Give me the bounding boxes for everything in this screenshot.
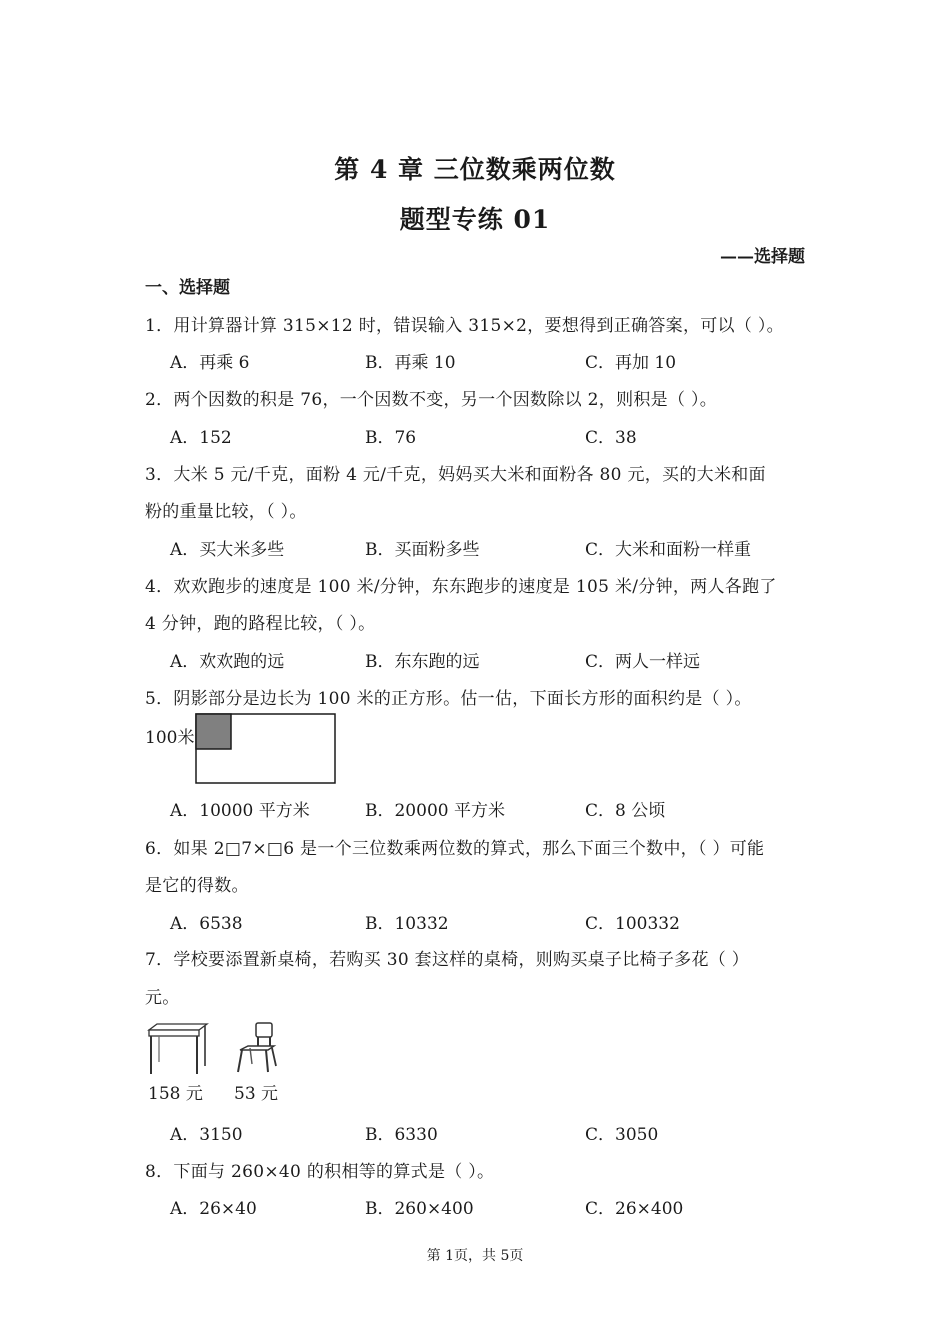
- chapter-title: 第 4 章 三位数乘两位数: [334, 155, 616, 184]
- question-5: 5．阴影部分是边长为 100 米的正方形。估一估，下面长方形的面积约是（ ）。: [145, 689, 752, 709]
- q2-option-b: B．76: [365, 428, 417, 448]
- q7-option-a: A．3150: [170, 1125, 243, 1145]
- practice-title: 题型专练 01: [399, 205, 551, 234]
- shaded-square: [196, 714, 231, 749]
- chair-icon: [232, 1020, 282, 1076]
- question-8: 8．下面与 260×40 的积相等的算式是（ ）。: [145, 1162, 495, 1182]
- q7-option-c: C．3050: [585, 1125, 659, 1145]
- question-1: 1．用计算器计算 315×12 时，错误输入 315×2，要想得到正确答案，可以（ ）。: [145, 316, 784, 336]
- q2-option-a: A．152: [170, 428, 232, 448]
- q1-option-b: B．再乘 10: [365, 353, 456, 373]
- section-heading: 一、选择题: [145, 278, 230, 298]
- rectangle-figure: [195, 713, 337, 785]
- q3-option-b: B．买面粉多些: [365, 540, 480, 560]
- chair-price: 53 元: [234, 1084, 279, 1104]
- question-7-line-1: 7．学校要添置新桌椅，若购买 30 套这样的桌椅，则购买桌子比椅子多花（ ）: [145, 950, 750, 970]
- q6-option-c: C．100332: [585, 914, 680, 934]
- q4-option-a: A．欢欢跑的远: [170, 652, 285, 672]
- q8-option-a: A．26×40: [170, 1199, 257, 1219]
- q2-option-c: C．38: [585, 428, 637, 448]
- question-7-line-2: 元。: [145, 988, 180, 1008]
- question-3-line-1: 3．大米 5 元/千克，面粉 4 元/千克，妈妈买大米和面粉各 80 元，买的大米和面: [145, 465, 766, 485]
- q7-option-b: B．6330: [365, 1125, 438, 1145]
- q5-option-a: A．10000 平方米: [170, 801, 310, 821]
- question-2: 2．两个因数的积是 76，一个因数不变，另一个因数除以 2，则积是（ ）。: [145, 390, 718, 410]
- q5-option-b: B．20000 平方米: [365, 801, 505, 821]
- q6-option-b: B．10332: [365, 914, 449, 934]
- question-3-line-2: 粉的重量比较，（ ）。: [145, 502, 307, 522]
- q1-option-c: C．再加 10: [585, 353, 677, 373]
- question-4-line-1: 4．欢欢跑步的速度是 100 米/分钟，东东跑步的速度是 105 米/分钟，两人各跑了: [145, 577, 777, 597]
- q1-option-a: A．再乘 6: [170, 353, 250, 373]
- q8-option-b: B．260×400: [365, 1199, 474, 1219]
- page-footer: 第 1页，共 5页: [426, 1248, 524, 1264]
- q8-option-c: C．26×400: [585, 1199, 684, 1219]
- q6-option-a: A．6538: [170, 914, 243, 934]
- q5-option-c: C．8 公顷: [585, 801, 666, 821]
- q4-option-b: B．东东跑的远: [365, 652, 480, 672]
- q3-option-a: A．买大米多些: [170, 540, 285, 560]
- question-4-line-2: 4 分钟，跑的路程比较，（ ）。: [145, 614, 376, 634]
- q4-option-c: C．两人一样远: [585, 652, 701, 672]
- desk-icon: [143, 1022, 213, 1076]
- desk-price: 158 元: [148, 1084, 203, 1104]
- square-side-label: 100米: [145, 728, 195, 748]
- question-6-line-1: 6．如果 2□7×□6 是一个三位数乘两位数的算式，那么下面三个数中，（ ）可能: [145, 839, 765, 859]
- question-6-line-2: 是它的得数。: [145, 876, 249, 896]
- question-type-tagline: ——选择题: [720, 247, 805, 267]
- q3-option-c: C．大米和面粉一样重: [585, 540, 752, 560]
